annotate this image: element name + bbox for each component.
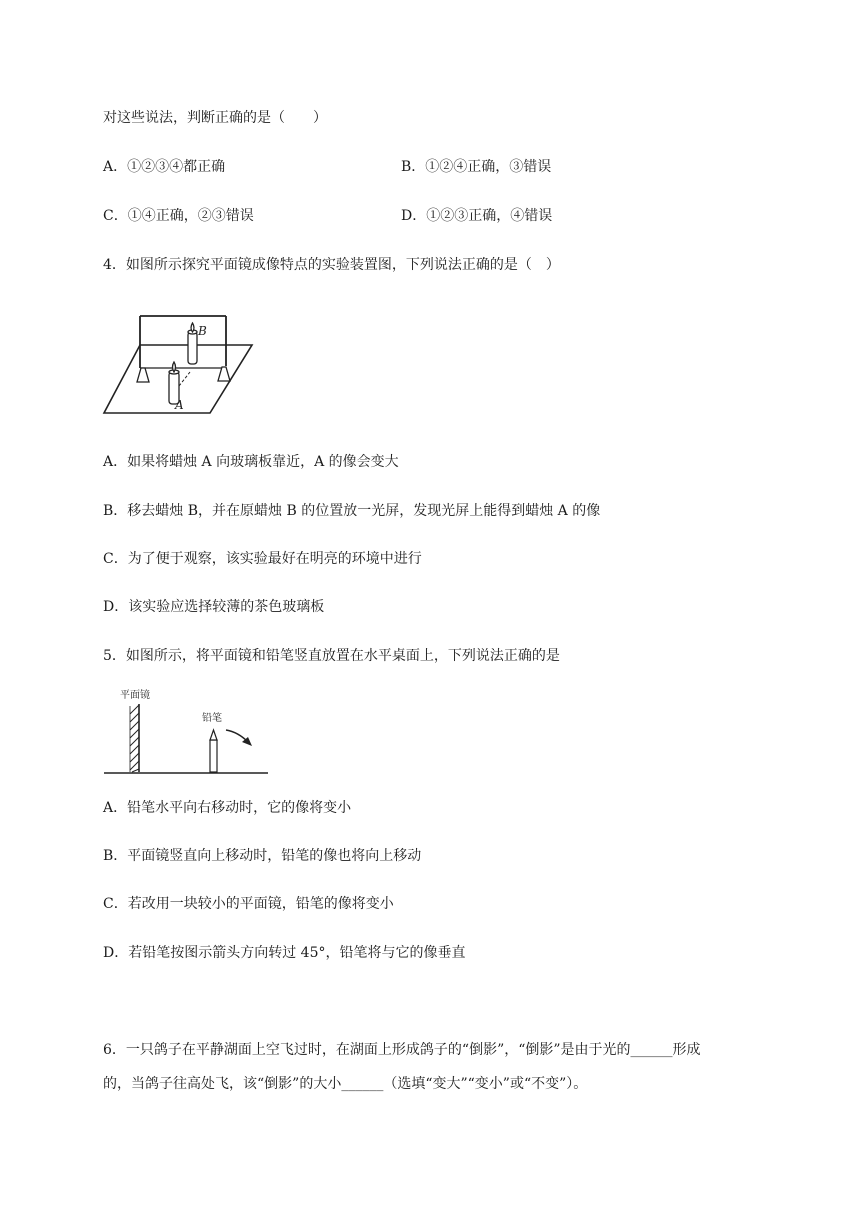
option-text: ①②④正确，③错误 <box>425 159 552 175</box>
mirror-label: 平面镜 <box>120 690 150 701</box>
q4-option-c: C．为了便于观察，该实验最好在明亮的环境中进行 <box>103 551 422 567</box>
option-letter: A． <box>103 159 128 175</box>
q5-option-c: C．若改用一块较小的平面镜，铅笔的像将变小 <box>103 896 394 912</box>
q4-option-a: A．如果将蜡烛 A 向玻璃板靠近，A 的像会变大 <box>103 454 399 470</box>
mirror-and-pencil-figure <box>102 684 270 776</box>
candle-b <box>188 323 197 364</box>
q3-option-a <box>103 157 225 177</box>
option-text: ①②③④都正确 <box>127 159 226 175</box>
question-5-stem: 5．如图所示，将平面镜和铅笔竖直放置在水平桌面上，下列说法正确的是 <box>103 648 560 664</box>
q4-option-b: B．移去蜡烛 B，并在原蜡烛 B 的位置放一光屏，发现光屏上能得到蜡烛 A 的像 <box>103 503 601 519</box>
plane-mirror-experiment-figure <box>102 310 254 416</box>
q3-option-b <box>401 157 551 177</box>
q4-option-d: D．该实验应选择较薄的茶色玻璃板 <box>103 599 325 615</box>
q5-option-a: A．铅笔水平向右移动时，它的像将变小 <box>103 800 352 816</box>
question-4-stem: 4．如图所示探究平面镜成像特点的实验装置图，下列说法正确的是（ ） <box>103 257 560 273</box>
option-letter: B． <box>401 159 426 175</box>
question-6-line-1: 6．一只鸽子在平静湖面上空飞过时，在湖面上形成鸽子的“倒影”，“倒影”是由于光的______形成 <box>103 1042 701 1058</box>
pencil <box>210 730 217 772</box>
question-6-line-2: 的，当鸽子往高处飞，该“倒影”的大小______（选填“变大”“变小”或“不变”）。 <box>103 1076 588 1092</box>
label-a: A <box>175 398 184 412</box>
pencil-label: 铅笔 <box>202 713 222 724</box>
q3-option-d <box>401 206 552 226</box>
label-b: B <box>198 324 207 338</box>
plane-mirror <box>130 704 139 772</box>
option-text: ①④正确，②③错误 <box>127 208 254 224</box>
option-text: ①②③正确，④错误 <box>426 208 553 224</box>
q5-option-d: D．若铅笔按图示箭头方向转过 45°，铅笔将与它的像垂直 <box>103 945 466 961</box>
option-letter: C． <box>103 208 128 224</box>
q5-option-b: B．平面镜竖直向上移动时，铅笔的像也将向上移动 <box>103 848 422 864</box>
q3-option-c <box>103 206 254 226</box>
option-letter: D． <box>401 208 427 224</box>
question-3-stem-tail: 对这些说法，判断正确的是（ ） <box>103 110 327 126</box>
